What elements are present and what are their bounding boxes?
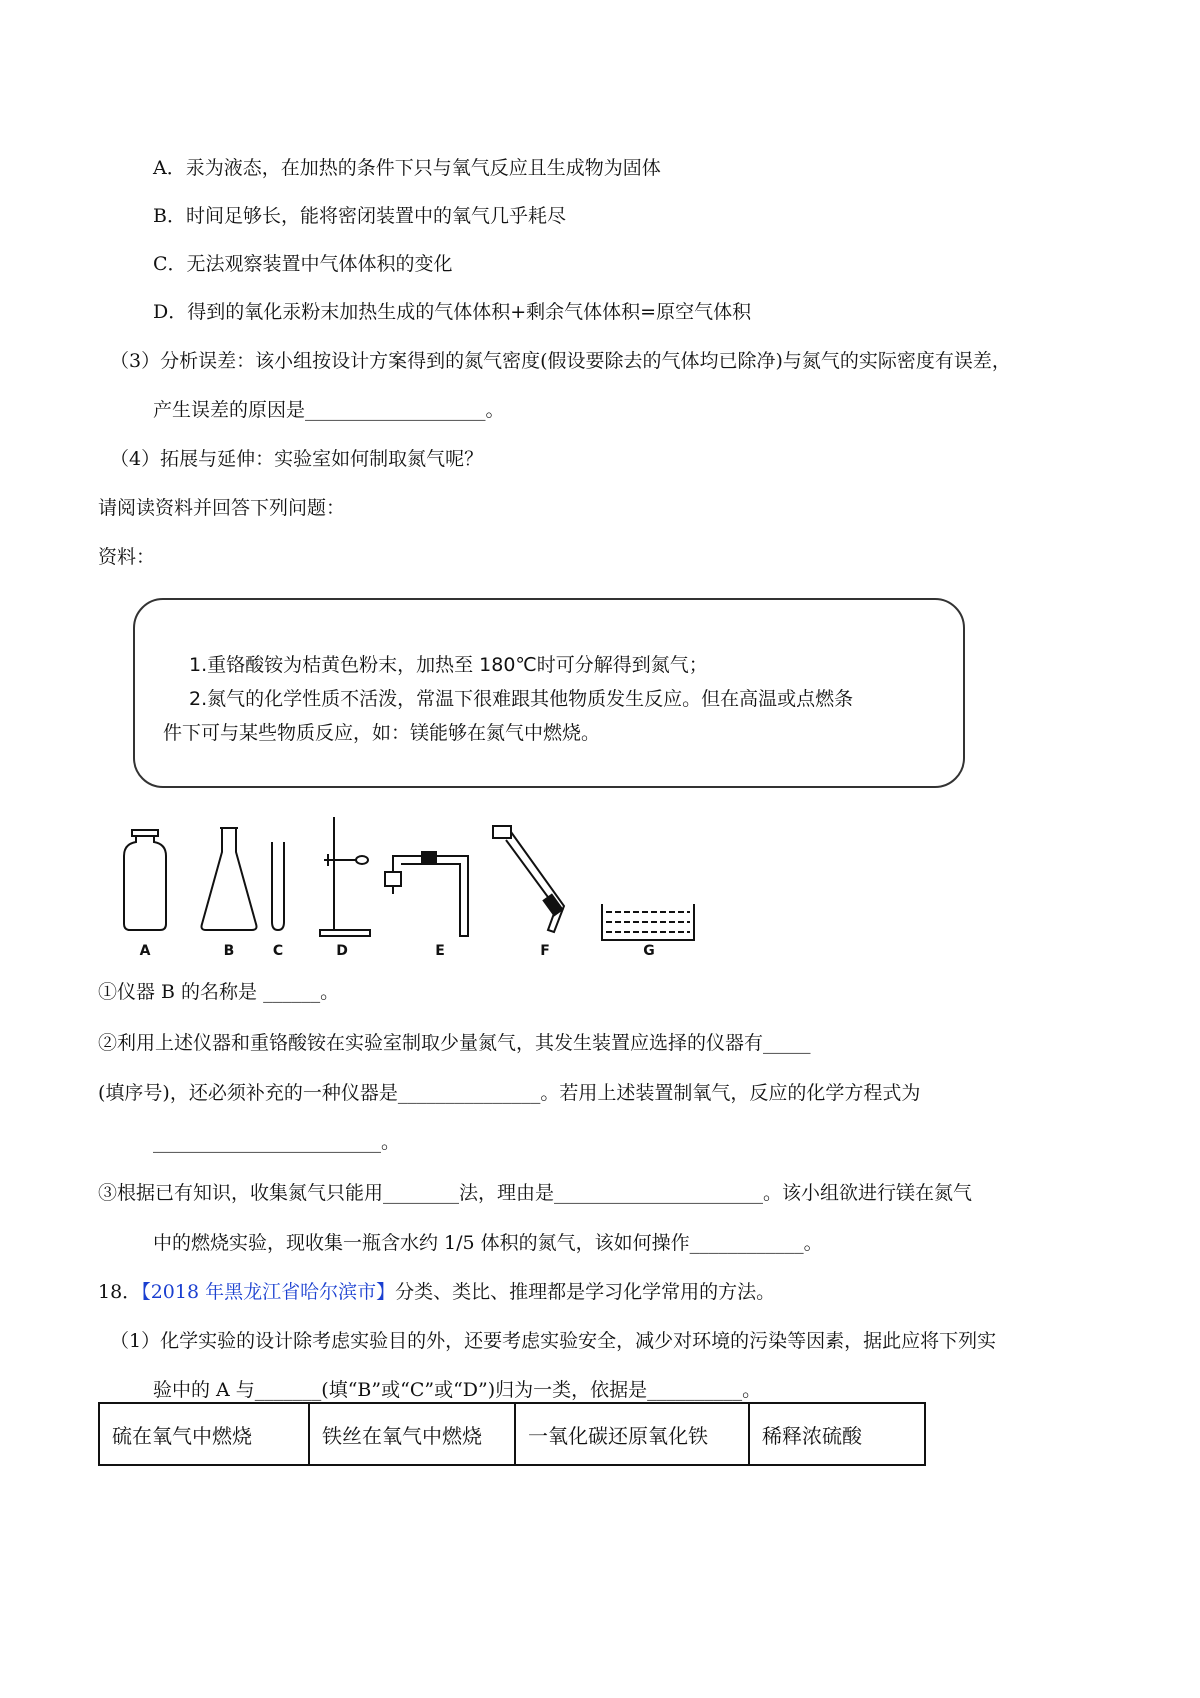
table-cell-b: 铁丝在氧气中燃烧 <box>309 1403 515 1465</box>
q18-p1-line2: 验中的 A 与_______(填“B”或“C”或“D”)归为一类，依据是__________。 <box>153 1379 762 1401</box>
sub2-line3: ________________________。 <box>153 1131 401 1153</box>
q18-source[interactable]: 【2018 年黑龙江省哈尔滨市】 <box>141 1281 396 1303</box>
apparatus-figure <box>110 812 770 962</box>
material-line2: 2.氮气的化学性质不活泼，常温下很难跟其他物质发生反应。但在高温或点燃条 <box>189 688 854 710</box>
q4-line1: （4）拓展与延伸：实验室如何制取氮气呢？ <box>110 448 484 470</box>
test-tube-icon <box>272 842 284 930</box>
sub3-line1: ③根据已有知识，收集氮气只能用________法，理由是______________________。该小组欲进行镁在氮气 <box>98 1182 973 1204</box>
sub2-line1: ②利用上述仪器和重铬酸铵在实验室制取少量氮气，其发生装置应选择的仪器有_____ <box>98 1032 811 1054</box>
table-row <box>99 1403 925 1465</box>
option-c: C．无法观察装置中气体体积的变化 <box>153 253 453 275</box>
experiment-table <box>98 1402 926 1466</box>
reading-prompt: 请阅读资料并回答下列问题： <box>98 497 346 519</box>
option-a: A．汞为液态，在加热的条件下只与氧气反应且生成物为固体 <box>153 157 661 179</box>
label-b: B <box>223 943 235 959</box>
sub3-line2: 中的燃烧实验，现收集一瓶含水约 1/5 体积的氮气，该如何操作____________。 <box>153 1232 823 1254</box>
q3-line2: 产生误差的原因是___________________。 <box>153 399 505 421</box>
sub2-line2: (填序号)，还必须补充的一种仪器是_______________。若用上述装置制氧气，反应的化学方程式为 <box>98 1082 921 1104</box>
option-d: D．得到的氧化汞粉末加热生成的气体体积+剩余气体体积=原空气体积 <box>153 301 752 323</box>
q3-line1: （3）分析误差：该小组按设计方案得到的氮气密度(假设要除去的气体均已除净)与氮气的实际密度有误差， <box>110 350 1011 372</box>
reading-label: 资料： <box>98 546 156 568</box>
delivery-tube-icon <box>493 826 564 932</box>
option-b: B．时间足够长，能将密闭装置中的氧气几乎耗尽 <box>153 205 566 227</box>
q18-number: 18． <box>98 1281 142 1303</box>
q18-p1-line1: （1）化学实验的设计除考虑实验目的外，还要考虑实验安全，减少对环境的污染等因素，据此应将下列实 <box>110 1330 997 1352</box>
bent-tube-icon <box>385 852 468 936</box>
label-e: E <box>435 943 445 959</box>
apparatus-drawings <box>110 812 770 942</box>
conical-flask-icon <box>202 828 257 930</box>
iron-stand-icon <box>320 817 370 936</box>
q18-text: 分类、类比、推理都是学习化学常用的方法。 <box>395 1281 776 1303</box>
sub1-line1: ①仪器 B 的名称是 ______。 <box>98 981 340 1003</box>
table-cell-c: 一氧化碳还原氧化铁 <box>515 1403 749 1465</box>
label-g: G <box>643 943 655 959</box>
label-c: C <box>272 943 284 959</box>
table-cell-d: 稀释浓硫酸 <box>749 1403 925 1465</box>
reagent-bottle-icon <box>124 830 166 930</box>
material-line3: 件下可与某些物质反应，如：镁能够在氮气中燃烧。 <box>163 722 601 744</box>
label-f: F <box>540 943 550 959</box>
table-cell-a: 硫在氧气中燃烧 <box>99 1403 309 1465</box>
material-line1: 1.重铬酸铵为桔黄色粉末，加热至 180℃时可分解得到氮气； <box>189 654 708 676</box>
water-trough-icon <box>602 904 694 940</box>
material-box <box>133 598 965 788</box>
label-a: A <box>139 943 151 959</box>
q18-heading <box>98 1279 775 1305</box>
label-d: D <box>336 943 348 959</box>
